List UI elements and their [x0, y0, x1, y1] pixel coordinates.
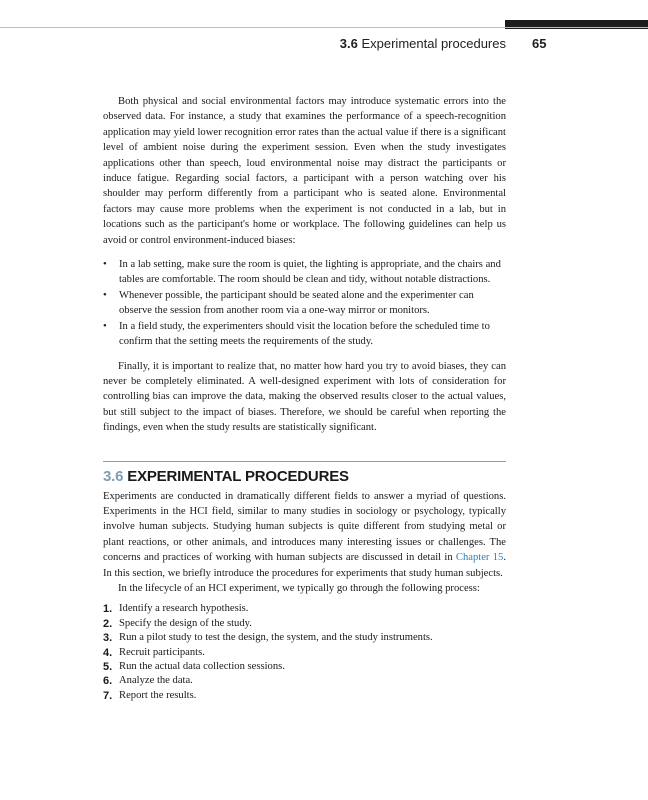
step-text: Identify a research hypothesis.	[119, 603, 249, 615]
list-item	[103, 288, 506, 319]
list-item	[103, 319, 506, 350]
running-head-title: Experimental procedures	[361, 36, 506, 51]
guidelines-list	[103, 257, 506, 349]
step-number: 4.	[103, 646, 113, 659]
page-number: 65	[532, 36, 547, 51]
header-rule	[0, 27, 648, 28]
bullet-text: In a field study, the experimenters should visit the location before the scheduled time to confirm that the setting meets the requirements of the study.	[119, 320, 490, 348]
body-paragraph-2: Finally, it is important to realize that, no matter how hard you try to avoid biases, they can never be completely eliminated. A well-designed experiment with lots of consideration for controlling bias can improve the data, making the observed results closer to the actual values, but still subject to the impact of biases. Therefore, we should be careful when reporting the findings, even when the study results are statistically significant.	[103, 360, 506, 434]
section-paragraph-1-text-b: . In this section, we briefly introduce the procedures for experiments that study human subjects.	[103, 552, 507, 579]
bullet-icon: •	[103, 289, 107, 301]
step-text: Run a pilot study to test the design, the system, and the study instruments.	[119, 632, 433, 644]
bullet-text: In a lab setting, make sure the room is quiet, the lighting is appropriate, and the chairs and tables are comfortable. The room should be clean and tidy, without notable distractions.	[119, 259, 501, 286]
section-paragraph-1	[103, 489, 506, 581]
bullet-icon: •	[103, 259, 107, 271]
list-item	[103, 689, 506, 703]
list-item	[103, 660, 506, 674]
step-number: 1.	[103, 603, 113, 616]
section-divider	[103, 461, 506, 462]
step-number: 7.	[103, 689, 113, 702]
body-paragraph-1: Both physical and social environmental factors may introduce systematic errors into the observed data. For instance, a study that examines the performance of a speech-recognition application may yield lower recognition error rates than the actual value if there is a significant level of ambient noise during the experiment session. Even when the study investigates applications other than speech, loud environmental noise may distract the participants or induce fatigue. Regarding social factors, a participant with a person watching over his shoulder may perform differently from a participant who is seated alone. Environmental factors may cause more problems when the experiment is not conducted in a lab, but in locations such as the participant's home or workplace. The following guidelines can help us avoid or control environment-induced biases:	[103, 96, 506, 246]
chapter-15-link[interactable]: Chapter 15	[455, 552, 504, 564]
section-paragraph-2: In the lifecycle of an HCI experiment, we typically go through the following process:	[118, 582, 480, 594]
process-steps-list	[103, 602, 506, 703]
section-paragraph-1-text-a: Experiments are conducted in dramatically different fields to answer a myriad of questions. Experiments in the HCI field, similar to many studies in sociology or psychology, typically involve human subjects. Studying human subjects is quite different from studying metal or plant reactions, or other animals, and introduces many interesting issues or challenges. The concerns and practices of working with human subjects are discussed in detail in	[103, 490, 506, 564]
section-heading	[103, 468, 506, 485]
step-text: Recruit participants.	[119, 646, 205, 658]
list-item	[103, 674, 506, 688]
bullet-icon: •	[103, 320, 107, 332]
bullet-text: Whenever possible, the participant should be seated alone and the experimenter can observe the session from another room via a one-way mirror or monitors.	[119, 289, 474, 317]
step-text: Run the actual data collection sessions.	[119, 661, 285, 672]
step-text: Analyze the data.	[119, 675, 193, 687]
page-content	[103, 94, 506, 703]
list-item	[103, 631, 506, 645]
step-number: 2.	[103, 617, 113, 630]
list-item	[103, 257, 506, 288]
list-item	[103, 602, 506, 616]
step-text: Specify the design of the study.	[119, 617, 252, 629]
step-number: 3.	[103, 632, 113, 645]
step-number: 5.	[103, 661, 113, 673]
running-head-section-number: 3.6	[339, 36, 358, 51]
list-item	[103, 617, 506, 631]
step-number: 6.	[103, 675, 113, 688]
list-item	[103, 646, 506, 660]
running-head	[340, 36, 506, 51]
section-heading-number: 3.6	[103, 467, 124, 485]
step-text: Report the results.	[119, 689, 197, 701]
section-heading-title: EXPERIMENTAL PROCEDURES	[127, 467, 349, 485]
